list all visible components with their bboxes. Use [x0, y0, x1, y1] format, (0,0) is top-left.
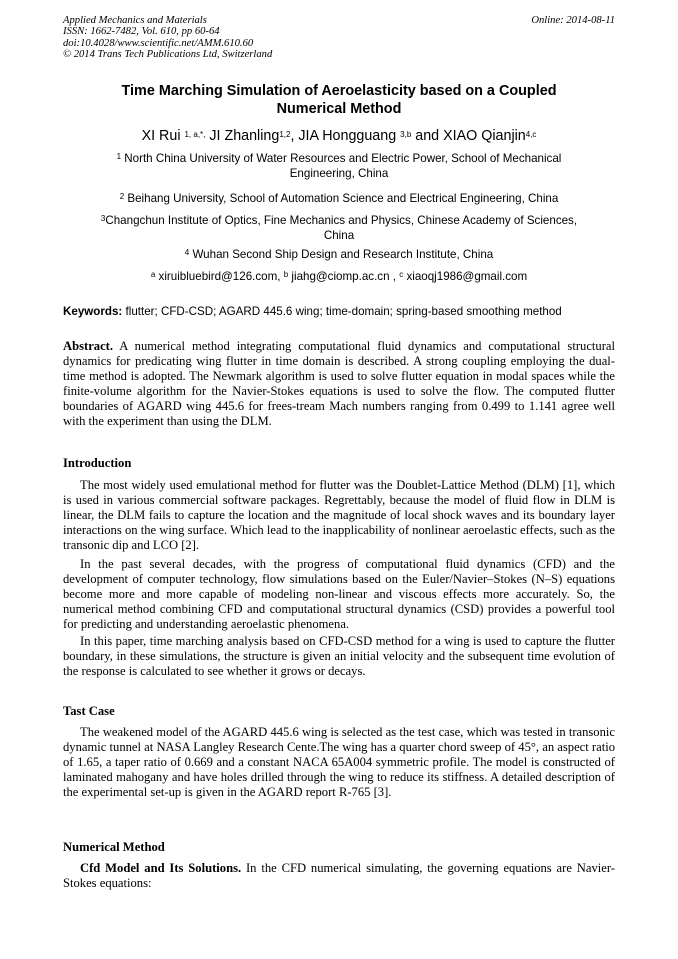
subsection-label: Cfd Model and Its Solutions.	[80, 861, 242, 875]
affiliation-text: Changchun Institute of Optics, Fine Mechanics and Physics, Chinese Academy of Sciences,	[105, 214, 578, 227]
intro-paragraph-1: The most widely used emulational method for flutter was the Doublet-Lattice Method (DLM) [1], which is used in various commercial software packages. Regrettably, because the model of fluid flow in DLM is linear, the DLM fails to capture the location and the magnitude of local shock waves and its boundary layer interactions on the wing surface. Which lead to the inapplicability of nonlinear aeroelastic effects, such as the transonic dip and LCO [2].	[63, 478, 615, 553]
journal-header	[63, 15, 615, 61]
author-superscript: 4,c	[525, 130, 537, 140]
author-list: XI Rui $^{1, a,*,}$ JI Zhanling$^{1,2}$, JIA Hongguang $^{3,b}$ and XIAO Qianjin$^{4,c}$	[141, 128, 537, 144]
numerical-method-text: In the CFD numerical simulating, the governing equations are Navier-Stokes equations:	[63, 861, 615, 891]
author-name: XI Rui	[141, 128, 181, 144]
intro-paragraph-3: In this paper, time marching analysis based on CFD-CSD method for a wing is used to capture the flutter boundary, in these simulations, the structure is given an initial velocity and the subsequent time evolution of the response is calculated to see whether it grows or decays.	[63, 634, 615, 679]
affiliation-text: Engineering, China	[289, 167, 389, 180]
email-address: xiaoqj1986@gmail.com	[406, 270, 528, 283]
author-emails	[66, 269, 612, 284]
journal-name: Applied Mechanics and Materials	[63, 15, 207, 26]
keywords-text: flutter; CFD-CSD; AGARD 445.6 wing; time-domain; spring-based smoothing method	[125, 305, 562, 318]
affiliation-4	[66, 247, 612, 262]
online-date: Online: 2014-08-11	[531, 15, 615, 26]
affiliation-text: North China University of Water Resources and Electric Power, School of Mechanical	[124, 152, 562, 165]
title-line-2: Numerical Method	[276, 101, 402, 117]
abstract-text: A numerical method integrating computational fluid dynamics and computational structural dynamics for predicating wing flutter in time domain is described. A strong coupling employing the dual-time method is adopted. The Newmark algorithm is used to solve flutter equation in modal spaces while the finite-volume algorithm for the Navier-Stokes equations is used to solve the flow. The computed flutter boundaries of AGARD wing 445.6 for frees-tream Mach numbers ranging from 0.499 to 1.141 agree well with the experiment than using the DLM.	[63, 339, 615, 429]
numerical-method-paragraph	[63, 861, 615, 891]
abstract	[63, 339, 615, 430]
affiliation-2	[66, 191, 612, 206]
section-heading-introduction: Introduction	[63, 456, 132, 470]
affiliation-superscript: 3	[100, 214, 106, 224]
affiliation-superscript: 4	[184, 248, 190, 258]
email-superscript: b	[283, 270, 289, 280]
author-name: XIAO Qianjin	[443, 128, 526, 144]
author-conjunction: and	[415, 128, 440, 144]
section-heading-test-case: Tast Case	[63, 704, 115, 718]
intro-paragraph-2: In the past several decades, with the progress of computational fluid dynamics (CFD) and the development of computer technology, flow simulations based on the Euler/Navier–Stokes (N–S) equations become more and more capable of modeling non-linear and viscous effects more accurately. So, the numerical method combining CFD and computational structural dynamics (CSD) provides a powerful tool for predicting and understanding aeroelastic phenomena.	[63, 557, 615, 632]
affiliation-1	[66, 151, 612, 181]
affiliation-text: Wuhan Second Ship Design and Research Institute, China	[192, 248, 494, 261]
section-heading-numerical-method: Numerical Method	[63, 840, 165, 854]
author-name: JIA Hongguang	[298, 128, 397, 144]
email-address: xiruibluebird@126.com,	[158, 270, 281, 283]
author-superscript: 3,b	[400, 130, 412, 140]
affiliation-superscript: 1	[116, 152, 122, 162]
email-superscript: a	[150, 270, 156, 280]
title-line-1: Time Marching Simulation of Aeroelasticity based on a Coupled	[121, 83, 557, 99]
copyright-line: © 2014 Trans Tech Publications Ltd, Switzerland	[63, 49, 273, 61]
affiliation-superscript: 2	[119, 192, 125, 202]
test-case-paragraph: The weakened model of the AGARD 445.6 wing is selected as the test case, which was tested in transonic dynamic tunnel at NASA Langley Research Cente.The wing has a quarter chord sweep of 45°, an aspect ratio of 1.65, a taper ratio of 0.669 and a constant NACA 65A004 symmetric profile. The model is constructed of laminated mahogany and have holes drilled through the wing to reduce its stiffness. A detailed description of the experimental set-up is given in the AGARD report R-765 [3].	[63, 725, 615, 800]
keywords-label: Keywords:	[63, 305, 123, 318]
author-superscript: 1, a,*,	[184, 130, 206, 140]
affiliation-3	[66, 213, 612, 243]
doi-line: doi:10.4028/www.scientific.net/AMM.610.60	[63, 37, 254, 49]
author-name: JI Zhanling	[209, 128, 280, 144]
email-address: jiahg@ciomp.ac.cn ,	[291, 270, 396, 283]
affiliation-text: China	[323, 229, 355, 242]
issn-line: ISSN: 1662-7482, Vol. 610, pp 60-64	[63, 26, 220, 38]
paper-title	[70, 82, 608, 118]
abstract-label: Abstract.	[63, 339, 114, 353]
email-superscript: c	[399, 270, 404, 280]
affiliation-text: Beihang University, School of Automation Science and Electrical Engineering, China	[127, 192, 559, 205]
keywords	[63, 304, 615, 319]
author-superscript: 1,2	[279, 130, 291, 140]
